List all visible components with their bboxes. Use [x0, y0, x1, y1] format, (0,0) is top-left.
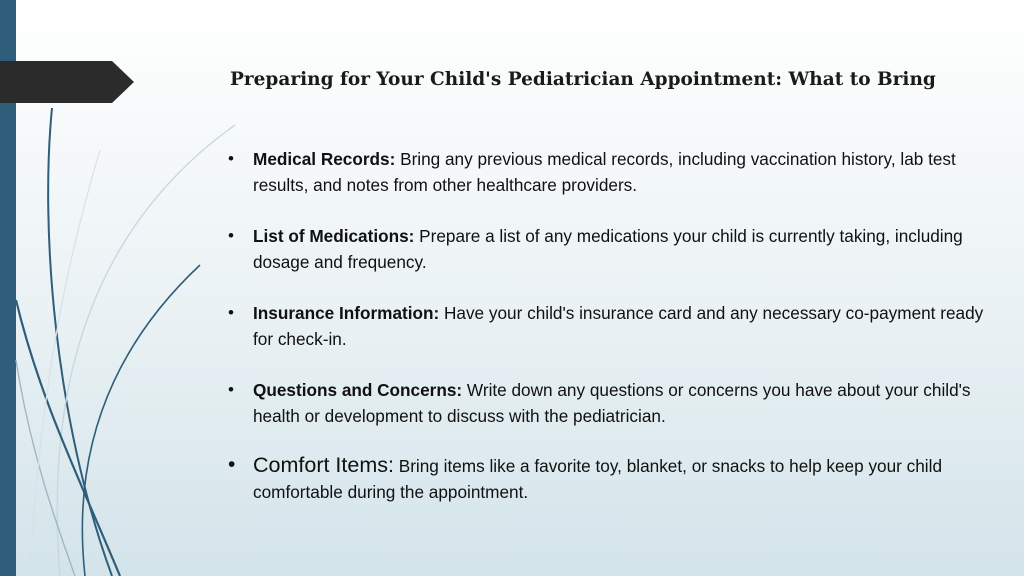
bullet-text: Have your child's insurance card and any necessary co-payment ready for check-in.	[253, 303, 984, 349]
bullet-dot: •	[228, 453, 236, 476]
bullet-text: Bring any previous medical records, including vaccination history, lab test results, and notes from other healthcare providers.	[253, 149, 956, 195]
bullet-label: Medical Records:	[253, 149, 396, 169]
bullet-medications	[228, 223, 988, 275]
bullet-dot: •	[228, 226, 234, 245]
bullet-medical-records	[228, 146, 988, 198]
bullet-label: Comfort Items:	[253, 453, 394, 477]
title-arrow-tab	[0, 61, 134, 103]
bullet-dot: •	[228, 303, 234, 322]
bullet-label: Insurance Information:	[253, 303, 440, 323]
bullet-comfort-items	[228, 452, 988, 505]
bullet-dot: •	[228, 149, 234, 168]
bullet-text: Prepare a list of any medications your child is currently taking, including dosage and frequency.	[253, 226, 963, 272]
bullet-list	[228, 146, 988, 530]
bullet-label: Questions and Concerns:	[253, 380, 463, 400]
bullet-label: List of Medications:	[253, 226, 415, 246]
slide-title: Preparing for Your Child's Pediatrician Appointment: What to Bring	[230, 69, 936, 90]
bullet-questions	[228, 377, 988, 429]
bullet-text: Bring items like a favorite toy, blanket, or snacks to help keep your child comfortable during the appointment.	[253, 456, 943, 502]
bullet-text: Write down any questions or concerns you have about your child's health or development to discuss with the pediatrician.	[253, 380, 971, 426]
bullet-dot: •	[228, 380, 234, 399]
bullet-insurance	[228, 300, 988, 352]
